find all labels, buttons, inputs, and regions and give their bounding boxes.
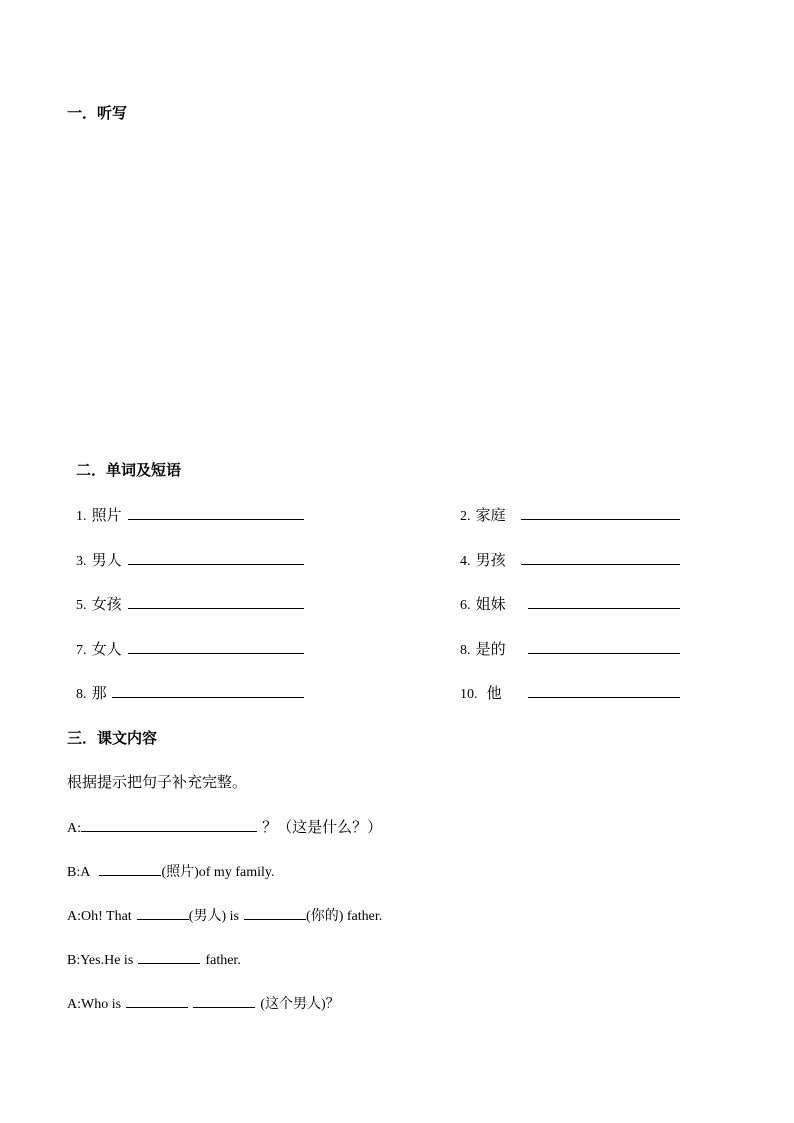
vocab-word: 姐妹 — [475, 595, 506, 613]
vocab-answer-line-6[interactable] — [528, 608, 680, 609]
vocab-word: 那 — [91, 684, 107, 702]
vocab-number: 2. — [460, 509, 471, 524]
vocab-word: 家庭 — [475, 506, 506, 524]
vocab-word: 女人 — [91, 640, 122, 658]
speaker-prefix: B:A — [67, 865, 91, 880]
vocab-answer-line-7[interactable] — [128, 653, 304, 654]
answer-blank[interactable] — [244, 905, 306, 920]
vocab-item-10 — [460, 682, 502, 703]
vocab-answer-line-2[interactable] — [521, 519, 680, 520]
vocab-number: 5. — [76, 598, 87, 613]
section-3-title: 三．课文内容 — [67, 729, 158, 747]
vocab-item-3 — [76, 549, 122, 570]
vocab-item-2 — [460, 504, 506, 525]
dialogue-line-1 — [67, 816, 382, 837]
answer-blank[interactable] — [99, 861, 161, 876]
vocab-word: 男孩 — [475, 551, 506, 569]
hint-text: (这个男人)？ — [260, 997, 340, 1012]
section-1-title: 一．听写 — [67, 104, 128, 122]
speaker-prefix: B:Yes.He is — [67, 953, 134, 968]
vocab-number: 8. — [460, 643, 471, 658]
vocab-number: 3. — [76, 554, 87, 569]
vocab-number: 8. — [76, 687, 87, 702]
vocab-number: 6. — [460, 598, 471, 613]
answer-blank[interactable] — [193, 993, 255, 1008]
hint-text: (你的) father. — [306, 909, 383, 924]
vocab-item-4 — [460, 549, 506, 570]
vocab-word: 男人 — [91, 551, 122, 569]
vocab-item-9 — [76, 682, 107, 703]
vocab-answer-line-1[interactable] — [128, 519, 304, 520]
vocab-answer-line-8[interactable] — [528, 653, 680, 654]
vocab-answer-line-10[interactable] — [528, 697, 680, 698]
vocab-answer-line-9[interactable] — [112, 697, 304, 698]
vocab-word: 他 — [486, 684, 502, 702]
dialogue-line-2 — [67, 861, 274, 881]
vocab-word: 女孩 — [91, 595, 122, 613]
hint-text: (照片)of my family. — [161, 865, 275, 880]
section-2-title: 二．单词及短语 — [76, 461, 182, 479]
vocab-item-1 — [76, 504, 122, 525]
dialogue-line-4 — [67, 949, 241, 969]
vocab-answer-line-3[interactable] — [128, 564, 304, 565]
vocab-item-7 — [76, 638, 122, 659]
vocab-item-5 — [76, 593, 122, 614]
vocab-item-6 — [460, 593, 506, 614]
answer-blank[interactable] — [126, 993, 188, 1008]
dialogue-line-3 — [67, 905, 382, 925]
vocab-word: 照片 — [91, 506, 122, 524]
dialogue-line-5 — [67, 993, 340, 1013]
answer-blank[interactable] — [138, 949, 200, 964]
vocab-answer-line-4[interactable] — [521, 564, 680, 565]
vocab-number: 7. — [76, 643, 87, 658]
hint-text: ？（这是什么？） — [262, 818, 383, 836]
instruction-text: 根据提示把句子补充完整。 — [67, 773, 248, 791]
hint-text: father. — [205, 953, 241, 968]
speaker-prefix: A:Who is — [67, 997, 122, 1012]
answer-blank[interactable] — [81, 817, 257, 832]
speaker-prefix: A: — [67, 821, 81, 836]
hint-text: (男人) is — [188, 909, 239, 924]
vocab-answer-line-5[interactable] — [128, 608, 304, 609]
vocab-number: 1. — [76, 509, 87, 524]
speaker-prefix: A:Oh! That — [67, 909, 132, 924]
vocab-number: 10. — [460, 687, 478, 702]
vocab-word: 是的 — [475, 640, 506, 658]
answer-blank[interactable] — [137, 905, 189, 920]
vocab-item-8 — [460, 638, 506, 659]
vocab-number: 4. — [460, 554, 471, 569]
